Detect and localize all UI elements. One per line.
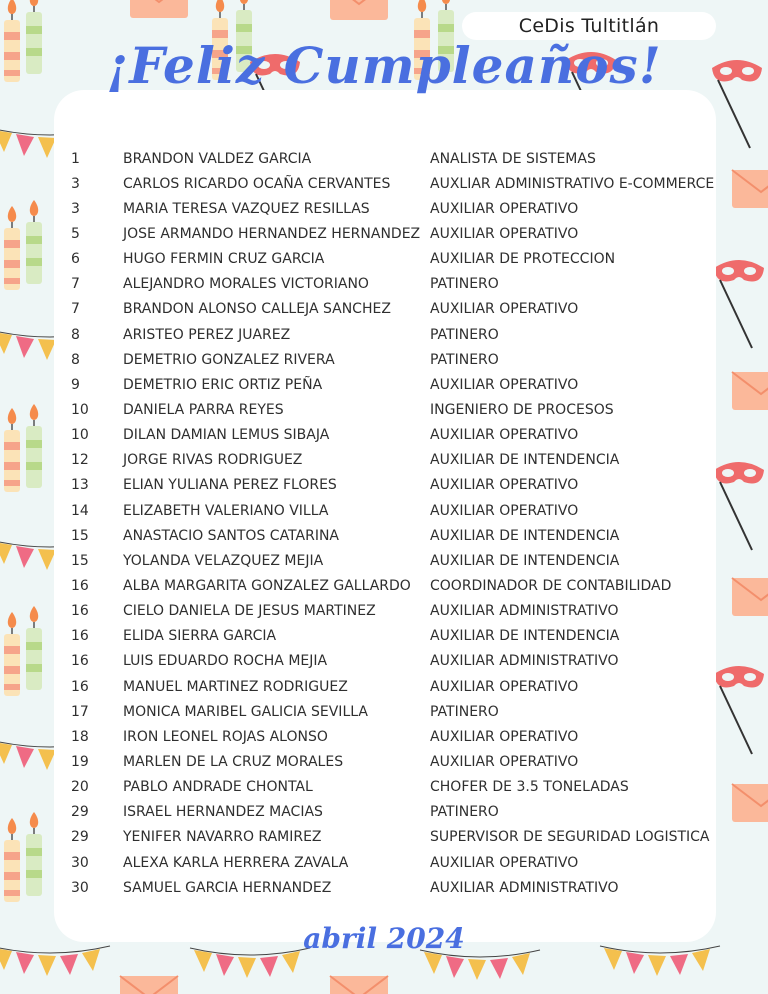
employee-name: ALBA MARGARITA GONZALEZ GALLARDO — [123, 577, 411, 594]
employee-name: DEMETRIO ERIC ORTIZ PEÑA — [123, 376, 323, 393]
birthday-day: 29 — [71, 804, 89, 821]
employee-role: CHOFER DE 3.5 TONELADAS — [430, 779, 629, 796]
candle-icon — [4, 408, 20, 492]
list-item — [54, 800, 716, 825]
birthday-day: 7 — [71, 276, 80, 293]
list-item — [54, 699, 716, 724]
envelope-icon — [732, 784, 768, 822]
birthday-day: 15 — [71, 552, 89, 569]
employee-name: DEMETRIO GONZALEZ RIVERA — [123, 351, 335, 368]
birthday-day: 30 — [71, 879, 89, 896]
birthday-day: 8 — [71, 351, 80, 368]
employee-role: AUXILIAR DE INTENDENCIA — [430, 628, 620, 645]
birthday-day: 7 — [71, 301, 80, 318]
employee-role: AUXILIAR ADMINISTRATIVO — [430, 879, 619, 896]
list-item — [54, 322, 716, 347]
employee-role: AUXILIAR ADMINISTRATIVO — [430, 653, 619, 670]
party-mask-icon — [714, 666, 764, 754]
employee-name: ALEXA KARLA HERRERA ZAVALA — [123, 854, 349, 871]
employee-role: PATINERO — [430, 703, 499, 720]
birthday-day: 16 — [71, 678, 89, 695]
employee-name: ARISTEO PEREZ JUAREZ — [123, 326, 291, 343]
birthday-day: 15 — [71, 527, 89, 544]
employee-name: HUGO FERMIN CRUZ GARCIA — [123, 251, 325, 268]
birthday-day: 8 — [71, 326, 80, 343]
employee-name: DILAN DAMIAN LEMUS SIBAJA — [123, 427, 330, 444]
employee-name: JORGE RIVAS RODRIGUEZ — [123, 452, 303, 469]
employee-name: MANUEL MARTINEZ RODRIGUEZ — [123, 678, 348, 695]
party-mask-icon — [714, 462, 764, 550]
list-item — [54, 775, 716, 800]
birthday-day: 16 — [71, 603, 89, 620]
page-title: ¡Feliz Cumpleaños! — [106, 36, 662, 95]
employee-name: MARLEN DE LA CRUZ MORALES — [123, 753, 344, 770]
candle-icon — [4, 612, 20, 696]
candle-icon — [26, 606, 42, 690]
list-item — [54, 825, 716, 850]
list-item — [54, 221, 716, 246]
employee-role: AUXILIAR OPERATIVO — [430, 376, 579, 393]
birthday-day: 16 — [71, 653, 89, 670]
birthday-day: 16 — [71, 628, 89, 645]
envelope-icon — [330, 0, 388, 20]
list-item — [54, 347, 716, 372]
candle-icon — [26, 404, 42, 488]
list-item — [54, 599, 716, 624]
candle-icon — [26, 200, 42, 284]
list-item — [54, 171, 716, 196]
list-item — [54, 875, 716, 900]
birthday-day: 20 — [71, 779, 89, 796]
envelope-icon — [732, 372, 768, 410]
employee-name: ELIDA SIERRA GARCIA — [123, 628, 277, 645]
list-item — [54, 850, 716, 875]
employee-name: JOSE ARMANDO HERNANDEZ HERNANDEZ — [123, 225, 421, 242]
birthday-day: 10 — [71, 427, 89, 444]
list-item — [54, 523, 716, 548]
birthday-day: 1 — [71, 150, 80, 167]
birthday-day: 18 — [71, 728, 89, 745]
envelope-icon — [120, 976, 178, 994]
list-item — [54, 146, 716, 171]
employee-role: ANALISTA DE SISTEMAS — [430, 150, 596, 167]
employee-name: ELIAN YULIANA PEREZ FLORES — [123, 477, 337, 494]
birthday-day: 3 — [71, 175, 80, 192]
employee-name: YENIFER NAVARRO RAMIREZ — [123, 829, 322, 846]
employee-name: DANIELA PARRA REYES — [123, 401, 284, 418]
employee-role: AUXILIAR ADMINISTRATIVO — [430, 603, 619, 620]
employee-role: AUXILIAR OPERATIVO — [430, 854, 579, 871]
list-item — [54, 448, 716, 473]
employee-name: CARLOS RICARDO OCAÑA CERVANTES — [123, 175, 391, 192]
employee-role: AUXILIAR DE INTENDENCIA — [430, 552, 620, 569]
employee-name: BRANDON VALDEZ GARCIA — [123, 150, 312, 167]
employee-role: AUXILIAR DE INTENDENCIA — [430, 527, 620, 544]
employee-role: AUXLIAR ADMINISTRATIVO E-COMMERCE — [430, 175, 715, 192]
birthday-day: 30 — [71, 854, 89, 871]
list-item — [54, 247, 716, 272]
organization-name: CeDis Tultitlán — [518, 15, 660, 37]
employee-role: PATINERO — [430, 326, 499, 343]
employee-name: ELIZABETH VALERIANO VILLA — [123, 502, 329, 519]
envelope-icon — [732, 578, 768, 616]
birthday-day: 12 — [71, 452, 89, 469]
employee-role: PATINERO — [430, 276, 499, 293]
list-item — [54, 573, 716, 598]
candle-icon — [26, 812, 42, 896]
birthday-day: 10 — [71, 401, 89, 418]
envelope-icon — [130, 0, 188, 18]
birthday-day: 14 — [71, 502, 89, 519]
birthday-list — [54, 146, 716, 900]
employee-name: ALEJANDRO MORALES VICTORIANO — [123, 276, 369, 293]
employee-role: AUXILIAR OPERATIVO — [430, 728, 579, 745]
employee-name: LUIS EDUARDO ROCHA MEJIA — [123, 653, 328, 670]
birthday-day: 17 — [71, 703, 89, 720]
birthday-day: 13 — [71, 477, 89, 494]
employee-role: AUXILIAR DE PROTECCION — [430, 251, 616, 268]
employee-name: IRON LEONEL ROJAS ALONSO — [123, 728, 328, 745]
employee-name: MARIA TERESA VAZQUEZ RESILLAS — [123, 200, 370, 217]
employee-role: AUXILIAR OPERATIVO — [430, 502, 579, 519]
employee-role: AUXILIAR OPERATIVO — [430, 427, 579, 444]
employee-role: AUXILIAR OPERATIVO — [430, 477, 579, 494]
envelope-icon — [732, 170, 768, 208]
employee-role: AUXILIAR DE INTENDENCIA — [430, 452, 620, 469]
birthday-day: 29 — [71, 829, 89, 846]
list-item — [54, 372, 716, 397]
month-label: abril 2024 — [303, 922, 465, 955]
list-item — [54, 423, 716, 448]
employee-role: COORDINADOR DE CONTABILIDAD — [430, 577, 672, 594]
list-item — [54, 272, 716, 297]
list-item — [54, 498, 716, 523]
list-item — [54, 624, 716, 649]
list-item — [54, 674, 716, 699]
employee-role: PATINERO — [430, 804, 499, 821]
employee-name: ANASTACIO SANTOS CATARINA — [123, 527, 340, 544]
employee-name: ISRAEL HERNANDEZ MACIAS — [123, 804, 323, 821]
employee-role: AUXILIAR OPERATIVO — [430, 301, 579, 318]
list-item — [54, 473, 716, 498]
birthday-day: 9 — [71, 376, 80, 393]
birthday-day: 3 — [71, 200, 80, 217]
birthday-day: 5 — [71, 225, 80, 242]
employee-name: SAMUEL GARCIA HERNANDEZ — [123, 879, 332, 896]
employee-role: SUPERVISOR DE SEGURIDAD LOGISTICA — [430, 829, 710, 846]
party-mask-icon — [714, 260, 764, 348]
candle-icon — [4, 818, 20, 902]
employee-role: PATINERO — [430, 351, 499, 368]
employee-role: AUXILIAR OPERATIVO — [430, 200, 579, 217]
list-item — [54, 397, 716, 422]
envelope-icon — [330, 976, 388, 994]
employee-role: AUXILIAR OPERATIVO — [430, 225, 579, 242]
candle-icon — [4, 206, 20, 290]
list-item — [54, 724, 716, 749]
employee-name: PABLO ANDRADE CHONTAL — [123, 779, 313, 796]
employee-name: YOLANDA VELAZQUEZ MEJIA — [123, 552, 324, 569]
employee-name: MONICA MARIBEL GALICIA SEVILLA — [123, 703, 368, 720]
birthday-day: 19 — [71, 753, 89, 770]
employee-role: INGENIERO DE PROCESOS — [430, 401, 614, 418]
employee-name: CIELO DANIELA DE JESUS MARTINEZ — [123, 603, 376, 620]
employee-role: AUXILIAR OPERATIVO — [430, 678, 579, 695]
list-item — [54, 297, 716, 322]
birthday-day: 6 — [71, 251, 80, 268]
list-item — [54, 548, 716, 573]
list-item — [54, 649, 716, 674]
employee-name: BRANDON ALONSO CALLEJA SANCHEZ — [123, 301, 391, 318]
list-item — [54, 749, 716, 774]
birthday-day: 16 — [71, 577, 89, 594]
list-item — [54, 196, 716, 221]
employee-role: AUXILIAR OPERATIVO — [430, 753, 579, 770]
